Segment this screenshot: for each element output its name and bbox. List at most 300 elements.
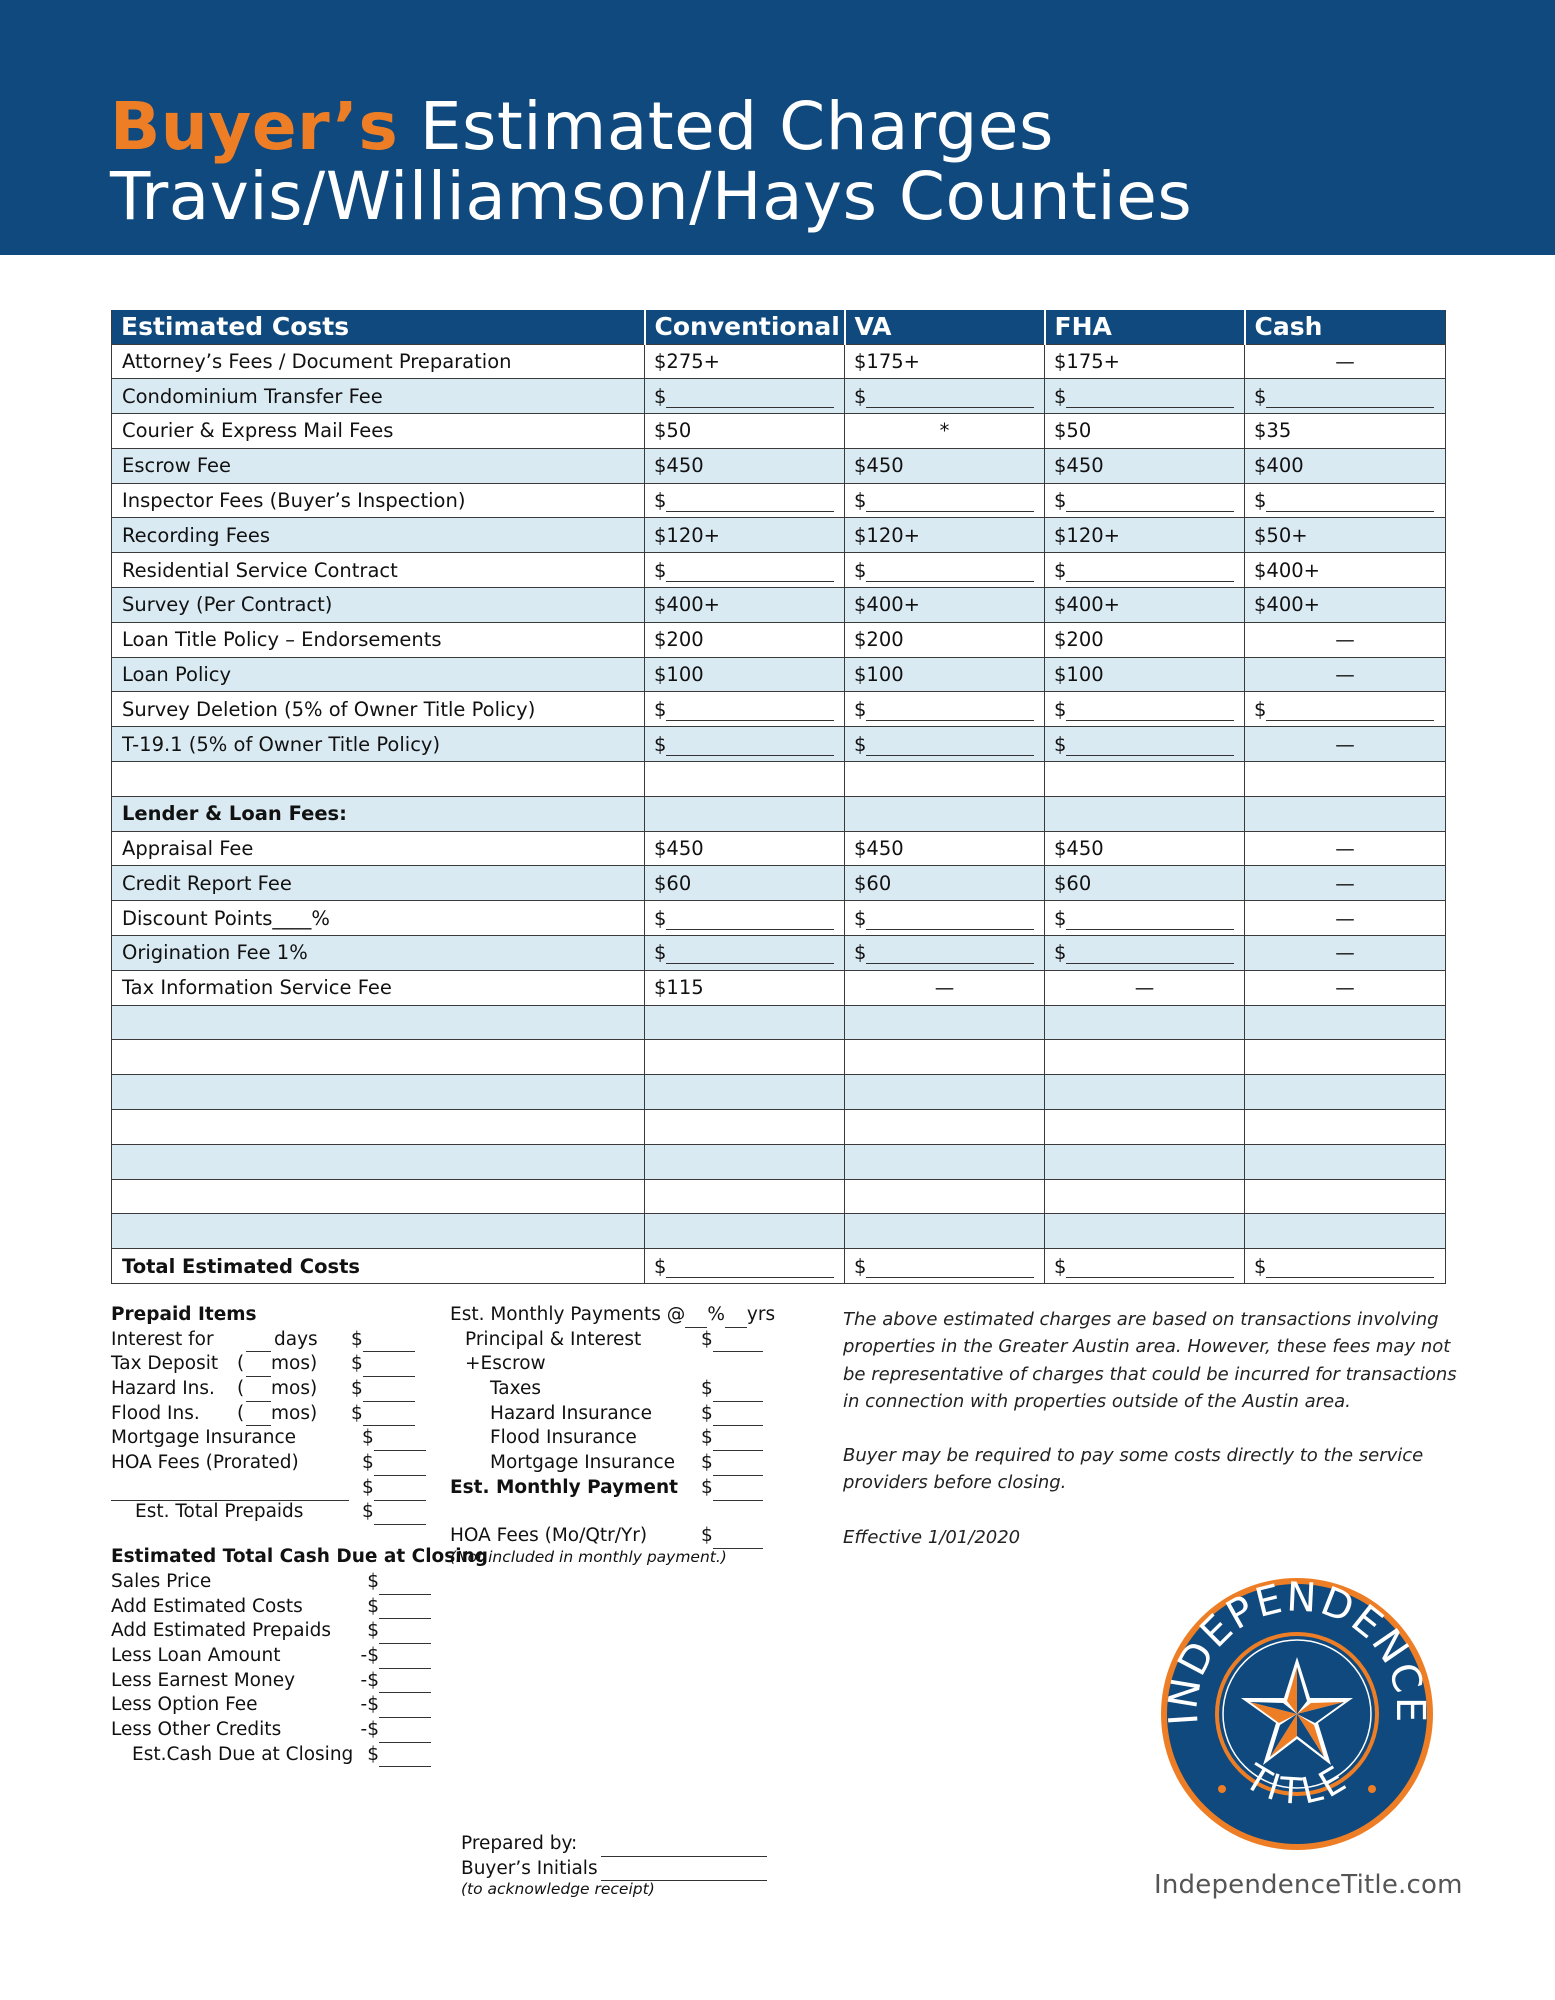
- cost-value: [845, 1179, 1045, 1214]
- cash-due-label: Less Option Fee: [111, 1694, 258, 1716]
- effective-date: Effective 1/01/2020: [843, 1526, 1021, 1548]
- dollar-sign: $: [701, 1476, 713, 1498]
- row-label: Loan Policy: [112, 657, 645, 692]
- cost-value: [845, 762, 1045, 797]
- sign: $: [367, 1620, 379, 1642]
- row-label: [112, 1144, 645, 1179]
- years-blank[interactable]: [725, 1309, 747, 1328]
- fill-in-amount[interactable]: $: [1045, 483, 1245, 518]
- fill-in-amount[interactable]: $: [645, 1249, 845, 1284]
- dollar-sign: $: [701, 1427, 713, 1449]
- row-label: [112, 1040, 645, 1075]
- taxes-row: [450, 1377, 780, 1402]
- cost-value: $200: [645, 622, 845, 657]
- dollar-sign: $: [362, 1427, 374, 1449]
- mos-unit: mos): [271, 1353, 318, 1375]
- flood-ins-label: Flood Ins.: [111, 1402, 200, 1424]
- interest-label: Interest for: [111, 1328, 214, 1350]
- mos-unit: mos): [271, 1402, 318, 1424]
- prepared-by-blank[interactable]: [601, 1838, 767, 1857]
- hoa-row: [450, 1525, 780, 1550]
- not-applicable-dash: —: [1245, 657, 1446, 692]
- fill-in-amount[interactable]: $: [845, 727, 1045, 762]
- cash-due-row: [111, 1595, 431, 1620]
- title-accent: Buyer’s: [110, 88, 399, 165]
- amount-blank[interactable]: [713, 1457, 763, 1476]
- total-prepaids-label: Est. Total Prepaids: [135, 1501, 304, 1523]
- open-paren: (: [237, 1378, 245, 1400]
- table-row: [112, 379, 1446, 414]
- cost-value: $400+: [1045, 588, 1245, 623]
- cost-value: [645, 1110, 845, 1145]
- rate-blank[interactable]: [685, 1309, 707, 1328]
- table-row: [112, 1179, 1446, 1214]
- cost-value: $175+: [1045, 344, 1245, 379]
- amount-blank[interactable]: [374, 1432, 426, 1451]
- row-label: Recording Fees: [112, 518, 645, 553]
- cost-value: [645, 762, 845, 797]
- table-row: [112, 866, 1446, 901]
- row-label: Appraisal Fee: [112, 831, 645, 866]
- amount-blank[interactable]: [379, 1724, 431, 1743]
- fill-in-amount[interactable]: $: [1245, 483, 1446, 518]
- cost-value: [1245, 1110, 1446, 1145]
- cost-value: $50+: [1245, 518, 1446, 553]
- row-label: Lender & Loan Fees:: [112, 796, 645, 831]
- cost-value: $200: [845, 622, 1045, 657]
- table-row: [112, 970, 1446, 1005]
- table-header-row: [112, 309, 1446, 344]
- amount-blank[interactable]: [363, 1333, 415, 1352]
- fill-in-amount[interactable]: $: [1245, 379, 1446, 414]
- not-applicable-dash: —: [1245, 831, 1446, 866]
- fill-in-amount[interactable]: $: [645, 379, 845, 414]
- table-row: [112, 622, 1446, 657]
- not-applicable-dash: —: [1245, 344, 1446, 379]
- title-line2: Travis/Williamson/Hays Counties: [110, 158, 1193, 235]
- open-paren: (: [237, 1402, 245, 1424]
- fill-in-amount[interactable]: $: [845, 692, 1045, 727]
- cost-value: $450: [1045, 448, 1245, 483]
- amount-blank[interactable]: [713, 1383, 763, 1402]
- cash-due-row: [111, 1693, 431, 1718]
- tax-deposit-row: [111, 1352, 431, 1377]
- title-rest: Estimated Charges: [398, 88, 1054, 165]
- estimated-costs-table: [111, 308, 1446, 1284]
- page-title: [110, 88, 1193, 235]
- cost-value: $60: [845, 866, 1045, 901]
- cost-value: $400: [1245, 448, 1446, 483]
- logo-top-text: INDEPENDENCE: [1160, 1575, 1434, 1727]
- amount-blank[interactable]: [374, 1482, 426, 1501]
- fill-in-amount[interactable]: $: [645, 727, 845, 762]
- table-row: [112, 1040, 1446, 1075]
- row-label: Survey (Per Contract): [112, 588, 645, 623]
- initials-label: Buyer’s Initials: [461, 1857, 598, 1879]
- fill-in-amount[interactable]: $: [845, 936, 1045, 971]
- cash-due-row: [111, 1570, 431, 1595]
- amount-blank[interactable]: [379, 1748, 431, 1767]
- cost-value: [845, 1214, 1045, 1249]
- cost-value: [1245, 1005, 1446, 1040]
- cost-value: $450: [1045, 831, 1245, 866]
- row-label: [112, 762, 645, 797]
- fill-in-amount[interactable]: $: [1045, 692, 1245, 727]
- cost-value: $100: [645, 657, 845, 692]
- cost-value: $450: [845, 448, 1045, 483]
- amount-blank[interactable]: [379, 1625, 431, 1644]
- table-row: [112, 414, 1446, 449]
- row-label: Tax Information Service Fee: [112, 970, 645, 1005]
- disclaimer-paragraph-2: Buyer may be required to pay some costs directly to the service providers before closing.: [843, 1445, 1424, 1494]
- initials-note: (to acknowledge receipt): [461, 1880, 655, 1899]
- amount-blank[interactable]: [374, 1457, 426, 1476]
- cost-value: [1045, 1005, 1245, 1040]
- fill-in-amount[interactable]: $: [645, 936, 845, 971]
- cost-value: $100: [845, 657, 1045, 692]
- amount-blank[interactable]: [713, 1407, 763, 1426]
- table-row: [112, 1005, 1446, 1040]
- cost-value: [645, 1005, 845, 1040]
- dollar-sign: $: [701, 1328, 713, 1350]
- cost-value: $60: [1045, 866, 1245, 901]
- mos-unit: mos): [271, 1378, 318, 1400]
- hazard-label: Hazard Insurance: [490, 1402, 652, 1424]
- cost-value: [845, 1144, 1045, 1179]
- row-label: Escrow Fee: [112, 448, 645, 483]
- fill-in-amount[interactable]: $: [845, 379, 1045, 414]
- hoa-prorated-label: HOA Fees (Prorated): [111, 1452, 299, 1474]
- cost-value: $120+: [1045, 518, 1245, 553]
- cost-value: [645, 1144, 845, 1179]
- cash-due-label: Est.Cash Due at Closing: [132, 1743, 354, 1765]
- amount-blank[interactable]: [713, 1432, 763, 1451]
- cost-value: [645, 1179, 845, 1214]
- row-label: Survey Deletion (5% of Owner Title Policy): [112, 692, 645, 727]
- cost-value: $200: [1045, 622, 1245, 657]
- column-header: Conventional: [645, 309, 845, 344]
- cost-value: [1045, 1214, 1245, 1249]
- fill-in-amount[interactable]: $: [1045, 1249, 1245, 1284]
- table-row: [112, 483, 1446, 518]
- dollar-sign: $: [362, 1501, 374, 1523]
- cost-value: $400+: [845, 588, 1045, 623]
- disclaimer-paragraph-1: The above estimated charges are based on transactions involving properties in the Greater Austin area. However, these fees may not be representative of charges that could be incurred for transactions in connection with properties outside of the Austin area.: [843, 1309, 1457, 1412]
- mortgage-label: Mortgage Insurance: [490, 1452, 675, 1474]
- not-applicable-dash: —: [1245, 866, 1446, 901]
- fill-in-amount[interactable]: $: [1045, 901, 1245, 936]
- prepaid-heading: Prepaid Items: [111, 1303, 257, 1325]
- cost-value: [1045, 1110, 1245, 1145]
- cost-value: $400+: [1245, 588, 1446, 623]
- amount-blank[interactable]: [379, 1600, 431, 1619]
- sign: $: [367, 1743, 379, 1765]
- cost-value: [845, 1040, 1045, 1075]
- header-banner: [0, 0, 1555, 255]
- amount-blank[interactable]: [379, 1674, 431, 1693]
- row-label: Attorney’s Fees / Document Preparation: [112, 344, 645, 379]
- cost-value: [845, 1005, 1045, 1040]
- fill-in-amount[interactable]: $: [1245, 1249, 1446, 1284]
- cost-value: [1045, 796, 1245, 831]
- disclaimer-section: [843, 1306, 1463, 1578]
- table-row: [112, 901, 1446, 936]
- table-row: [112, 518, 1446, 553]
- not-applicable-dash: —: [1245, 901, 1446, 936]
- column-header: VA: [845, 309, 1045, 344]
- fill-in-amount[interactable]: $: [1045, 379, 1245, 414]
- row-label: Total Estimated Costs: [112, 1249, 645, 1284]
- sign: $: [367, 1570, 379, 1592]
- row-label: Origination Fee 1%: [112, 936, 645, 971]
- row-label: Courier & Express Mail Fees: [112, 414, 645, 449]
- row-label: Discount Points____%: [112, 901, 645, 936]
- cost-value: $115: [645, 970, 845, 1005]
- mortgage-ins-row: [111, 1426, 431, 1451]
- amount-blank[interactable]: [379, 1650, 431, 1669]
- flood-label: Flood Insurance: [490, 1427, 637, 1449]
- website-link[interactable]: IndependenceTitle.com: [1154, 1870, 1463, 1900]
- principal-row: [450, 1328, 780, 1353]
- amount-blank[interactable]: [713, 1333, 763, 1352]
- cost-value: [645, 1214, 845, 1249]
- hazard-ins-label: Hazard Ins.: [111, 1378, 215, 1400]
- hazard-ins-row: [111, 1377, 431, 1402]
- cost-value: $50: [645, 414, 845, 449]
- cost-value: [1045, 1179, 1245, 1214]
- cash-due-heading: Estimated Total Cash Due at Closing: [111, 1546, 489, 1568]
- cost-value: $400+: [645, 588, 845, 623]
- cost-value: $450: [645, 831, 845, 866]
- cost-value: [1045, 1040, 1245, 1075]
- monthly-payments-section: [450, 1303, 780, 1566]
- row-label: T-19.1 (5% of Owner Title Policy): [112, 727, 645, 762]
- amount-blank[interactable]: [713, 1482, 763, 1501]
- monthly-heading: Est. Monthly Payments @: [450, 1303, 686, 1325]
- cash-due-row: [111, 1718, 431, 1743]
- not-applicable-dash: —: [1045, 970, 1245, 1005]
- dollar-sign: $: [351, 1353, 363, 1375]
- table-row: [112, 588, 1446, 623]
- fill-in-amount[interactable]: $: [1045, 727, 1245, 762]
- cost-value: $400+: [1245, 553, 1446, 588]
- cost-value: [1045, 762, 1245, 797]
- table-row: [112, 796, 1446, 831]
- interest-row: [111, 1328, 431, 1353]
- table-row: [112, 1249, 1446, 1284]
- cost-value: $450: [845, 831, 1045, 866]
- flood-ins-row: [111, 1402, 431, 1427]
- cost-value: [1245, 1179, 1446, 1214]
- row-label: Condominium Transfer Fee: [112, 379, 645, 414]
- days-unit: days: [274, 1328, 318, 1350]
- cash-due-row: [111, 1644, 431, 1669]
- fill-in-amount[interactable]: $: [645, 483, 845, 518]
- dollar-sign: $: [701, 1452, 713, 1474]
- independence-title-logo: [1158, 1575, 1436, 1853]
- row-label: [112, 1075, 645, 1110]
- table-body: [112, 344, 1446, 1284]
- tax-deposit-label: Tax Deposit: [111, 1353, 219, 1375]
- fill-in-amount[interactable]: $: [1245, 692, 1446, 727]
- fill-in-amount[interactable]: $: [645, 692, 845, 727]
- taxes-label: Taxes: [490, 1378, 541, 1400]
- cost-value: [1045, 1144, 1245, 1179]
- sign: -$: [360, 1718, 379, 1740]
- cost-value: [845, 1110, 1045, 1145]
- cost-value: [845, 796, 1045, 831]
- cash-due-label: Sales Price: [111, 1570, 212, 1592]
- cost-value: [1245, 1214, 1446, 1249]
- table-row: [112, 448, 1446, 483]
- fill-in-amount[interactable]: $: [645, 553, 845, 588]
- dollar-sign: $: [362, 1476, 374, 1498]
- cost-value: $120+: [845, 518, 1045, 553]
- months-blank[interactable]: [246, 1407, 271, 1426]
- table-row: [112, 344, 1446, 379]
- amount-blank[interactable]: [363, 1383, 415, 1402]
- asterisk-note: *: [845, 414, 1045, 449]
- months-blank[interactable]: [246, 1383, 271, 1402]
- cash-due-label: Less Earnest Money: [111, 1669, 296, 1691]
- cash-due-list: [111, 1570, 431, 1768]
- sign: -$: [360, 1669, 379, 1691]
- cost-value: $175+: [845, 344, 1045, 379]
- dollar-sign: $: [701, 1402, 713, 1424]
- logo-bottom-text: TITLE: [1237, 1757, 1357, 1814]
- prepaid-items-section: [111, 1303, 489, 1767]
- column-header: Estimated Costs: [112, 309, 645, 344]
- other-item-blank[interactable]: [111, 1482, 349, 1501]
- cost-value: $275+: [645, 344, 845, 379]
- row-label: [112, 1005, 645, 1040]
- dollar-sign: $: [351, 1402, 363, 1424]
- not-applicable-dash: —: [845, 970, 1045, 1005]
- row-label: Inspector Fees (Buyer’s Inspection): [112, 483, 645, 518]
- initials-row: [461, 1857, 781, 1882]
- monthly-heading-row: [450, 1303, 780, 1328]
- cash-due-label: Add Estimated Prepaids: [111, 1620, 332, 1642]
- cash-due-label: Add Estimated Costs: [111, 1595, 303, 1617]
- amount-blank[interactable]: [379, 1576, 431, 1595]
- escrow-row: [450, 1352, 780, 1377]
- cash-due-row: [111, 1743, 431, 1768]
- column-header: Cash: [1245, 309, 1446, 344]
- table-row: [112, 1110, 1446, 1145]
- row-label: [112, 1214, 645, 1249]
- dollar-sign: $: [351, 1328, 363, 1350]
- cost-value: [1045, 1075, 1245, 1110]
- cost-value: $50: [1045, 414, 1245, 449]
- table-row: [112, 1075, 1446, 1110]
- cost-value: [645, 796, 845, 831]
- est-payment-label: Est. Monthly Payment: [450, 1476, 678, 1498]
- fill-in-amount[interactable]: $: [1045, 553, 1245, 588]
- column-header: FHA: [1045, 309, 1245, 344]
- amount-blank[interactable]: [374, 1506, 426, 1525]
- not-applicable-dash: —: [1245, 936, 1446, 971]
- row-label: [112, 1110, 645, 1145]
- cash-due-row: [111, 1669, 431, 1694]
- table-row: [112, 1144, 1446, 1179]
- row-label: [112, 1179, 645, 1214]
- row-label: Credit Report Fee: [112, 866, 645, 901]
- cost-value: [1245, 1040, 1446, 1075]
- table-row: [112, 936, 1446, 971]
- cost-value: [1245, 762, 1446, 797]
- amount-blank[interactable]: [379, 1699, 431, 1718]
- amount-blank[interactable]: [363, 1358, 415, 1377]
- cost-value: $60: [645, 866, 845, 901]
- prepared-by-label: Prepared by:: [461, 1832, 578, 1854]
- percent-sign: %: [707, 1303, 725, 1325]
- mortgage-row: [450, 1451, 780, 1476]
- escrow-label: +Escrow: [465, 1353, 546, 1375]
- table-row: [112, 762, 1446, 797]
- principal-label: Principal & Interest: [465, 1328, 642, 1350]
- dollar-sign: $: [701, 1525, 713, 1547]
- prepared-by-row: [461, 1832, 781, 1857]
- fill-in-amount[interactable]: $: [845, 1249, 1045, 1284]
- cost-value: $100: [1045, 657, 1245, 692]
- table-row: [112, 553, 1446, 588]
- fill-in-amount[interactable]: $: [845, 553, 1045, 588]
- not-applicable-dash: —: [1245, 970, 1446, 1005]
- cost-value: $35: [1245, 414, 1446, 449]
- hoa-label: HOA Fees (Mo/Qtr/Yr): [450, 1525, 648, 1547]
- cost-value: [1245, 1075, 1446, 1110]
- dollar-sign: $: [701, 1378, 713, 1400]
- fill-in-amount[interactable]: $: [845, 483, 1045, 518]
- fill-in-amount[interactable]: $: [645, 901, 845, 936]
- not-applicable-dash: —: [1245, 727, 1446, 762]
- cost-value: $120+: [645, 518, 845, 553]
- table-row: [112, 657, 1446, 692]
- fill-in-amount[interactable]: $: [1045, 936, 1245, 971]
- cost-value: [845, 1075, 1045, 1110]
- days-blank[interactable]: [246, 1333, 271, 1352]
- mortgage-ins-label: Mortgage Insurance: [111, 1427, 296, 1449]
- table-row: [112, 831, 1446, 866]
- total-prepaids-row: [111, 1501, 431, 1526]
- cash-due-row: [111, 1619, 431, 1644]
- amount-blank[interactable]: [363, 1407, 415, 1426]
- years-label: yrs: [746, 1303, 776, 1325]
- est-payment-row: [450, 1476, 780, 1501]
- table-row: [112, 727, 1446, 762]
- row-label: Loan Title Policy – Endorsements: [112, 622, 645, 657]
- cost-value: [1245, 1144, 1446, 1179]
- cash-due-label: Less Loan Amount: [111, 1644, 281, 1666]
- fill-in-amount[interactable]: $: [845, 901, 1045, 936]
- prepared-by-section: [461, 1832, 781, 1898]
- cost-value: [645, 1040, 845, 1075]
- flood-row: [450, 1426, 780, 1451]
- initials-blank[interactable]: [601, 1862, 767, 1881]
- not-applicable-dash: —: [1245, 622, 1446, 657]
- dollar-sign: $: [351, 1378, 363, 1400]
- open-paren: (: [237, 1353, 245, 1375]
- amount-blank[interactable]: [713, 1530, 763, 1549]
- row-label: Residential Service Contract: [112, 553, 645, 588]
- table-row: [112, 1214, 1446, 1249]
- table-row: [112, 692, 1446, 727]
- cost-value: $450: [645, 448, 845, 483]
- months-blank[interactable]: [246, 1358, 271, 1377]
- other-prepaid-row: [111, 1476, 431, 1501]
- cash-due-label: Less Other Credits: [111, 1718, 282, 1740]
- cost-value: [645, 1075, 845, 1110]
